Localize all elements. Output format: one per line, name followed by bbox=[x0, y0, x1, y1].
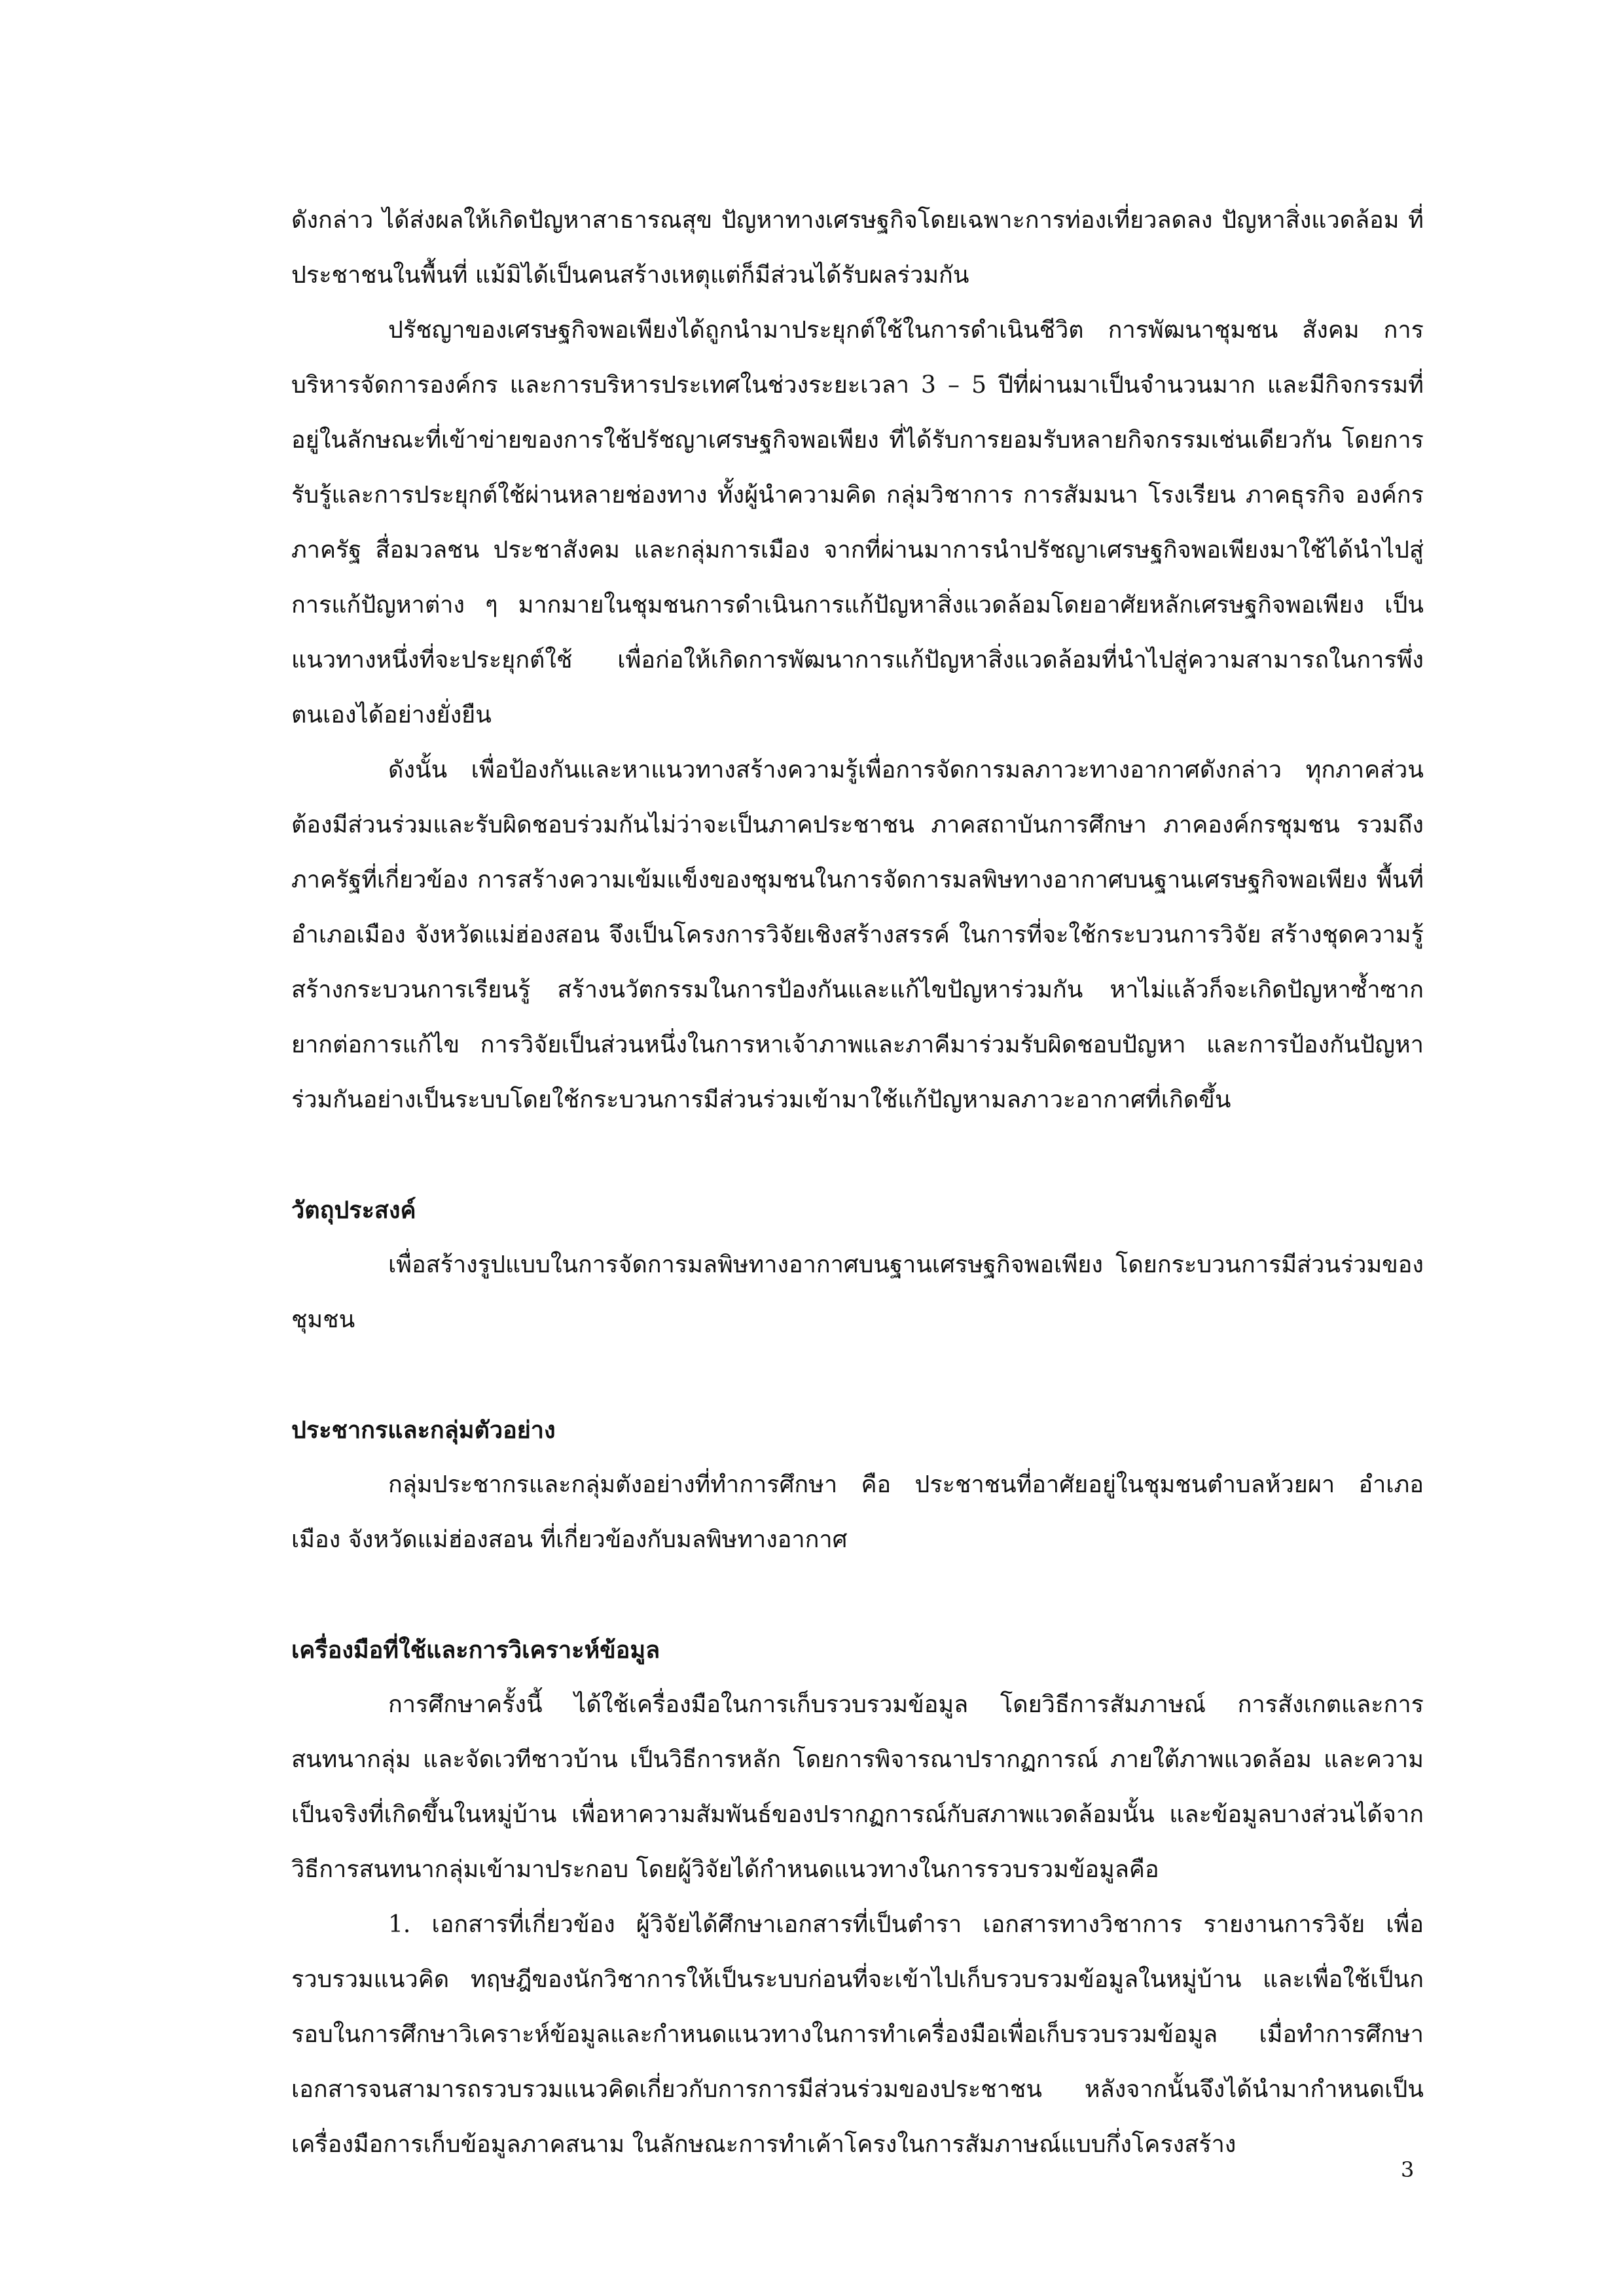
tools-paragraph-1: การศึกษาครั้งนี้ ได้ใช้เครื่องมือในการเก็บรวบรวมข้อมูล โดยวิธีการสัมภาษณ์ การสังเกตและการสนทนากลุ่ม และจัดเวทีชาวบ้าน เป็นวิธีการหลัก โดยการพิจารณาปรากฏการณ์ ภายใต้ภาพแวดล้อม และความเป็นจริงที่เกิดขึ้นในหมู่บ้าน เพื่อหาความสัมพันธ์ของปรากฏการณ์กับสภาพแวดล้อมนั้น และข้อมูลบางส่วนได้จากวิธีการสนทนากลุ่มเข้ามาประกอบ โดยผู้วิจัยได้กำหนดแนวทางในการรวบรวมข้อมูลคือ bbox=[291, 1691, 1424, 1883]
population-paragraph: กลุ่มประชากรและกลุ่มตังอย่างที่ทำการศึกษา คือ ประชาชนที่อาศัยอยู่ในชุมชนตำบลห้วยผา อำเภอเมือง จังหวัดแม่ฮ่องสอน ที่เกี่ยวข้องกับมลพิษทางอากาศ bbox=[291, 1471, 1424, 1553]
tools-heading: เครื่องมือที่ใช้และการวิเคราะห์ข้อมูล bbox=[291, 1636, 660, 1664]
tools-paragraph-2: 1. เอกสารที่เกี่ยวข้อง ผู้วิจัยได้ศึกษาเอกสารที่เป็นตำรา เอกสารทางวิชาการ รายงานการวิจัย เพื่อรวบรวมแนวคิด ทฤษฎีของนักวิชาการให้เป็นระบบก่อนที่จะเข้าไปเก็บรวบรวมข้อมูลในหมู่บ้าน และเพื่อใช้เป็นกรอบในการศึกษาวิเคราะห์ข้อมูลและกำหนดแนวทางในการทำเครื่องมือเพื่อเก็บรวบรวมข้อมูล เมื่อทำการศึกษาเอกสารจนสามารถรวบรวมแนวคิดเกี่ยวกับการการมีส่วนร่วมของประชาชน หลังจากนั้นจึงได้นำมากำหนดเป็นเครื่องมือการเก็บข้อมูลภาคสนาม ในลักษณะการทำเค้าโครงในการสัมภาษณ์แบบกึ่งโครงสร้าง bbox=[291, 1911, 1424, 2158]
population-heading: ประชากรและกลุ่มตัวอย่าง bbox=[291, 1416, 556, 1444]
intro-paragraph-1: ดังกล่าว ได้ส่งผลให้เกิดปัญหาสาธารณสุข ปัญหาทางเศรษฐกิจโดยเฉพาะการท่องเที่ยวลดลง ปัญหาสิ่งแวดล้อม ที่ประชาชนในพื้นที่ แม้มิได้เป็นคนสร้างเหตุแต่ก็มีส่วนได้รับผลร่วมกัน bbox=[291, 207, 1424, 289]
intro-paragraph-2: ปรัชญาของเศรษฐกิจพอเพียงได้ถูกนำมาประยุกต์ใช้ในการดำเนินชีวิต การพัฒนาชุมชน สังคม การบริหารจัดการองค์กร และการบริหารประเทศในช่วงระยะเวลา 3 – 5 ปีที่ผ่านมาเป็นจำนวนมาก และมีกิจกรรมที่อยู่ในลักษณะที่เข้าข่ายของการใช้ปรัชญาเศรษฐกิจพอเพียง ที่ได้รับการยอมรับหลายกิจกรรมเช่นเดียวกัน โดยการรับรู้และการประยุกต์ใช้ผ่านหลายช่องทาง ทั้งผู้นำความคิด กลุ่มวิชาการ การสัมมนา โรงเรียน ภาคธุรกิจ องค์กรภาครัฐ สื่อมวลชน ประชาสังคม และกลุ่มการเมือง จากที่ผ่านมาการนำปรัชญาเศรษฐกิจพอเพียงมาใช้ได้นำไปสู่การแก้ปัญหาต่าง ๆ มากมายในชุมชนการดำเนินการแก้ปัญหาสิ่งแวดล้อมโดยอาศัยหลักเศรษฐกิจพอเพียง เป็นแนวทางหนึ่งที่จะประยุกต์ใช้ เพื่อก่อให้เกิดการพัฒนาการแก้ปัญหาสิ่งแวดล้อมที่นำไปสู่ความสามารถในการพึ่งตนเองได้อย่างยั่งยืน bbox=[291, 317, 1424, 728]
section-spacer bbox=[291, 1568, 1424, 1623]
section-spacer bbox=[291, 1128, 1424, 1183]
page-body bbox=[291, 193, 1424, 2172]
section-spacer bbox=[291, 1348, 1424, 1403]
intro-paragraph-3: ดังนั้น เพื่อป้องกันและหาแนวทางสร้างความรู้เพื่อการจัดการมลภาวะทางอากาศดังกล่าว ทุกภาคส่วนต้องมีส่วนร่วมและรับผิดชอบร่วมกันไม่ว่าจะเป็นภาคประชาชน ภาคสถาบันการศึกษา ภาคองค์กรชุมชน รวมถึงภาครัฐที่เกี่ยวข้อง การสร้างความเข้มแข็งของชุมชนในการจัดการมลพิษทางอากาศบนฐานเศรษฐกิจพอเพียง พื้นที่อำเภอเมือง จังหวัดแม่ฮ่องสอน จึงเป็นโครงการวิจัยเชิงสร้างสรรค์ ในการที่จะใช้กระบวนการวิจัย สร้างชุดความรู้ สร้างกระบวนการเรียนรู้ สร้างนวัตกรรมในการป้องกันและแก้ไขปัญหาร่วมกัน หาไม่แล้วก็จะเกิดปัญหาซ้ำซากยากต่อการแก้ไข การวิจัยเป็นส่วนหนึ่งในการหาเจ้าภาพและภาคีมาร่วมรับผิดชอบปัญหา และการป้องกันปัญหาร่วมกันอย่างเป็นระบบโดยใช้กระบวนการมีส่วนร่วมเข้ามาใช้แก้ปัญหามลภาวะอากาศที่เกิดขึ้น bbox=[291, 757, 1424, 1113]
objective-paragraph: เพื่อสร้างรูปแบบในการจัดการมลพิษทางอากาศบนฐานเศรษฐกิจพอเพียง โดยกระบวนการมีส่วนร่วมของชุมชน bbox=[291, 1251, 1424, 1333]
page-number: 3 bbox=[1401, 2157, 1415, 2182]
objective-heading: วัตถุประสงค์ bbox=[291, 1196, 416, 1224]
